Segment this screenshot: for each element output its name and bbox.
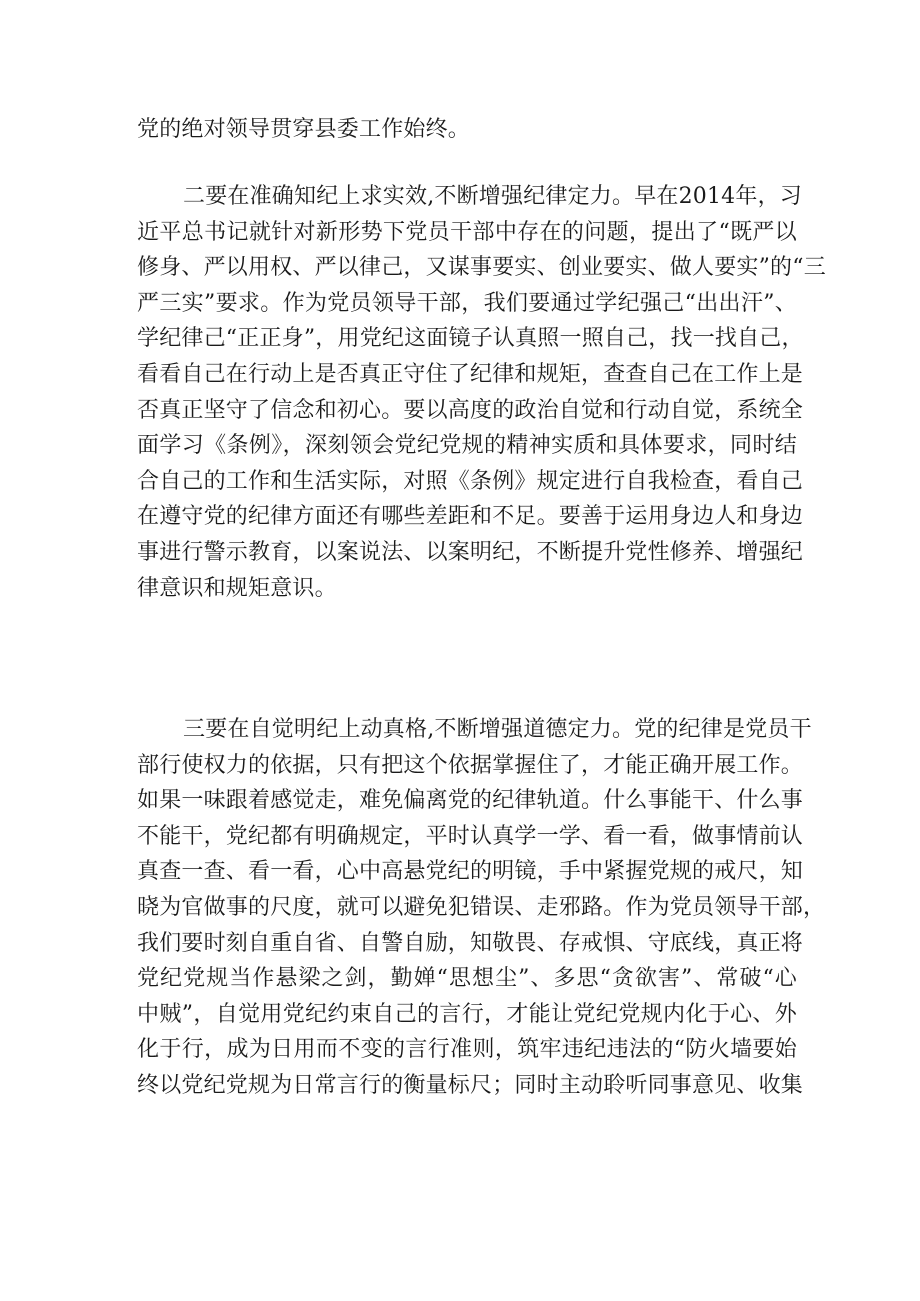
text-line: 看看自己在行动上是否真正守住了纪律和规矩，查查自己在工作上是 xyxy=(137,361,804,387)
text-line: 合自己的工作和生活实际，对照《条例》规定进行自我检查，看自己 xyxy=(137,468,804,494)
text-line: 严三实”要求。作为党员领导干部，我们要通过学纪强己“出出汗”、 xyxy=(137,290,797,316)
text-line: 事进行警示教育，以案说法、以案明纪，不断提升党性修养、增强纪 xyxy=(137,539,804,565)
text-line: 部行使权力的依据，只有把这个依据掌握住了，才能正确开展工作。 xyxy=(137,752,804,778)
text-line: 在遵守党的纪律方面还有哪些差距和不足。要善于运用身边人和身边 xyxy=(137,504,804,530)
text-line: 修身、严以用权、严以律己，又谋事要实、创业要实、做人要实”的“三 xyxy=(137,255,826,281)
text-line: 面学习《条例》，深刻领会党纪党规的精神实质和具体要求，同时结 xyxy=(137,433,797,459)
text-line: 我们要时刻自重自省、自警自励，知敬畏、存戒惧、守底线，真正将 xyxy=(137,930,804,956)
text-line: 二要在准确知纪上求实效,不断增强纪律定力。早在2014年，习 xyxy=(183,184,802,209)
text-line: 党的绝对领导贯穿县委工作始终。 xyxy=(137,117,471,142)
text-line: 终以党纪党规为日常言行的衡量标尺；同时主动聆听同事意见、收集 xyxy=(137,1072,804,1098)
text-line: 晓为官做事的尺度，就可以避免犯错误、走邪路。作为党员领导干部， xyxy=(137,894,826,920)
text-line: 三要在自觉明纪上动真格,不断增强道德定力。党的纪律是党员干 xyxy=(183,717,812,742)
text-line: 真查一查、看一看，心中高悬党纪的明镜，手中紧握党规的戒尺，知 xyxy=(137,859,804,885)
text-line: 如果一味跟着感觉走，难免偏离党的纪律轨道。什么事能干、什么事 xyxy=(137,788,804,814)
text-line: 律意识和规矩意识。 xyxy=(137,575,337,601)
text-line: 党纪党规当作悬梁之剑，勤婵“思想尘”、多思“贪欲害”、常破“心 xyxy=(137,966,797,992)
paragraph-continuation xyxy=(137,112,797,148)
text-line: 学纪律己“正正身”，用党纪这面镜子认真照一照自己，找一找自己， xyxy=(137,326,804,352)
paragraph-two xyxy=(137,179,826,606)
text-line: 近平总书记就针对新形势下党员干部中存在的问题，提出了“既严以 xyxy=(137,219,797,245)
text-line: 否真正坚守了信念和初心。要以高度的政治自觉和行动自觉，系统全 xyxy=(137,397,804,423)
text-line: 化于行，成为日用而不变的言行准则，筑牢违纪违法的“防火墙要始 xyxy=(137,1037,797,1063)
text-line: 不能干，党纪都有明确规定，平时认真学一学、看一看，做事情前认 xyxy=(137,823,804,849)
text-line: 中贼”，自觉用党纪约束自己的言行，才能让党纪党规内化于心、外 xyxy=(137,1001,797,1027)
paragraph-three xyxy=(137,712,826,1104)
